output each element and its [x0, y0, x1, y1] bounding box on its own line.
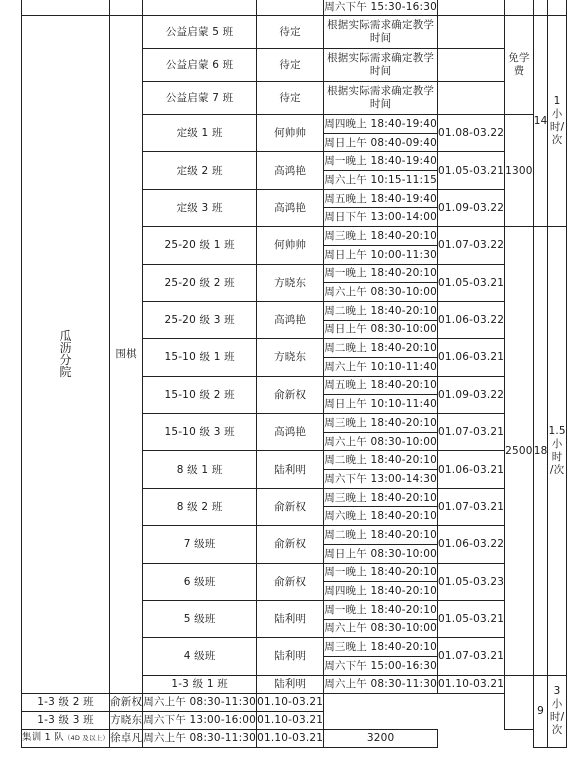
class-time: 周六晚上 18:40-20:10 [324, 507, 438, 526]
class-time: 周二晚上 18:40-20:10 [324, 526, 438, 545]
subject-cell-top [110, 0, 143, 16]
class-time: 周三晚上 18:40-20:10 [324, 227, 438, 246]
class-time: 周六上午 08:30-10:00 [324, 432, 438, 451]
session-duration-line: /次 [549, 463, 565, 476]
branch-name-line: 沥 [59, 341, 72, 356]
duration-cell [548, 0, 566, 16]
teacher-name: 何帅帅 [257, 115, 324, 152]
sessions-cell [533, 0, 548, 16]
class-name: 7 级班 [143, 526, 257, 563]
branch-cell-top [22, 0, 110, 16]
teacher-name: 方晓东 [257, 264, 324, 301]
branch-name-line: 院 [59, 365, 72, 380]
date-range: 01.10-03.21 [257, 711, 324, 729]
class-time-line: 时间 [369, 98, 392, 110]
class-time: 周三晚上 18:40-20:10 [324, 638, 438, 657]
date-range-cell [438, 0, 505, 16]
class-schedule-table [21, 0, 567, 748]
session-duration [548, 675, 566, 747]
date-range: 01.06-03.21 [438, 339, 505, 376]
table-row [22, 693, 567, 711]
class-time [324, 82, 438, 115]
date-range: 01.10-03.21 [438, 675, 505, 693]
class-time [324, 49, 438, 82]
class-time: 周六上午 08:30-11:30 [143, 693, 257, 711]
class-time: 周五晚上 18:40-20:10 [324, 376, 438, 395]
teacher-name: 陆利明 [257, 451, 324, 488]
teacher-name: 高鸿艳 [257, 189, 324, 226]
table-row [22, 0, 567, 16]
table-row [22, 729, 567, 747]
date-range: 01.09-03.22 [438, 376, 505, 413]
session-duration [548, 16, 566, 227]
date-range: 01.05-03.21 [438, 600, 505, 637]
class-time-line: 时间 [369, 65, 392, 77]
date-range: 01.08-03.22 [438, 115, 505, 152]
date-range: 01.06-03.22 [438, 526, 505, 563]
tuition-fee: 1300 [505, 115, 534, 227]
class-time: 周六下午 13:00-16:00 [143, 711, 257, 729]
class-time: 周三晚上 18:40-20:10 [324, 488, 438, 507]
teacher-name: 俞新权 [257, 526, 324, 563]
class-name: 15-10 级 3 班 [143, 414, 257, 451]
class-time-line: 根据实际需求确定教学 [327, 85, 435, 97]
table-row [22, 711, 567, 729]
class-name: 8 级 1 班 [143, 451, 257, 488]
date-range: 01.05-03.21 [438, 152, 505, 189]
class-time: 周六上午 08:30-11:30 [143, 729, 257, 747]
class-name-cell [143, 0, 257, 16]
class-time: 周日上午 08:30-10:00 [324, 320, 438, 339]
class-time: 周六下午 15:00-16:30 [324, 656, 438, 675]
class-time: 周六上午 08:30-10:00 [324, 283, 438, 302]
branch-name-line: 瓜 [59, 329, 72, 344]
class-name: 1-3 级 2 班 [22, 693, 110, 711]
teacher-name: 待定 [257, 16, 324, 49]
date-range: 01.10-03.21 [257, 729, 324, 747]
teacher-cell [257, 0, 324, 16]
tuition-fee: 3200 [324, 729, 438, 747]
session-duration-line: 次 [551, 134, 563, 147]
class-name: 定级 1 班 [143, 115, 257, 152]
class-time: 周六上午 08:30-11:30 [324, 675, 438, 693]
date-range: 01.07-03.21 [438, 414, 505, 451]
date-range [438, 82, 505, 115]
session-duration [548, 227, 566, 676]
class-time: 周日上午 10:00-11:30 [324, 245, 438, 264]
teacher-name: 方晓东 [257, 339, 324, 376]
date-range: 01.06-03.21 [438, 451, 505, 488]
team-level-note: （4D 及以上） [63, 734, 110, 743]
session-duration-line: 小时 [551, 437, 563, 463]
session-count: 9 [533, 675, 548, 747]
tuition-free [505, 16, 534, 115]
session-duration-line: 时/ [549, 711, 565, 724]
date-range: 01.05-03.21 [438, 264, 505, 301]
teacher-name: 高鸿艳 [257, 414, 324, 451]
class-name: 定级 2 班 [143, 152, 257, 189]
date-range: 01.05-03.23 [438, 563, 505, 600]
session-count: 18 [533, 227, 548, 676]
teacher-name: 待定 [257, 49, 324, 82]
class-name: 25-20 级 1 班 [143, 227, 257, 264]
class-time: 周二晚上 18:40-20:10 [324, 451, 438, 470]
session-duration-line: 3 小 [551, 685, 563, 711]
fee-cell [505, 0, 534, 16]
class-time: 周六上午 10:10-11:40 [324, 357, 438, 376]
teacher-name: 俞新权 [257, 563, 324, 600]
teacher-name: 方晓东 [110, 711, 143, 729]
class-time-line: 时间 [369, 32, 392, 44]
date-range: 01.06-03.22 [438, 301, 505, 338]
class-name [22, 729, 110, 747]
branch-name [22, 16, 110, 694]
session-duration-line: 时/ [549, 121, 565, 134]
session-count: 14 [533, 16, 548, 227]
class-time-line: 根据实际需求确定教学 [327, 19, 435, 31]
session-duration-line: 次 [551, 724, 563, 737]
class-name: 25-20 级 3 班 [143, 301, 257, 338]
class-time: 周二晚上 18:40-20:10 [324, 339, 438, 358]
class-name: 定级 3 班 [143, 189, 257, 226]
class-name: 6 级班 [143, 563, 257, 600]
teacher-name: 徐卓凡 [110, 729, 143, 747]
class-time: 周六下午 13:00-14:30 [324, 470, 438, 489]
class-time: 周二晚上 18:40-20:10 [324, 301, 438, 320]
date-range: 01.07-03.21 [438, 638, 505, 675]
teacher-name: 待定 [257, 82, 324, 115]
subject-cell: 围棋 [110, 16, 143, 694]
class-time: 周一晚上 18:40-20:10 [324, 600, 438, 619]
class-time: 周一晚上 18:40-20:10 [324, 563, 438, 582]
class-time [324, 16, 438, 49]
class-time: 周一晚上 18:40-19:40 [324, 152, 438, 171]
teacher-name: 高鸿艳 [257, 152, 324, 189]
session-duration-line: 1.5 [548, 424, 566, 437]
class-time: 周四晚上 18:40-20:10 [324, 582, 438, 601]
class-time: 周四晚上 18:40-19:40 [324, 115, 438, 134]
class-name: 25-20 级 2 班 [143, 264, 257, 301]
class-time: 周日下午 13:00-14:00 [324, 208, 438, 227]
date-range [438, 49, 505, 82]
class-name: 1-3 级 3 班 [22, 711, 110, 729]
class-time: 周一晚上 18:40-20:10 [324, 264, 438, 283]
class-name: 1-3 级 1 班 [143, 675, 257, 693]
class-time: 周五晚上 18:40-19:40 [324, 189, 438, 208]
class-name: 15-10 级 2 班 [143, 376, 257, 413]
class-name: 公益启蒙 5 班 [143, 16, 257, 49]
tuition-fee [505, 675, 534, 729]
teacher-name: 陆利明 [257, 600, 324, 637]
team-name: 集训 1 队 [22, 732, 64, 744]
date-range: 01.10-03.21 [257, 693, 324, 711]
teacher-name: 俞新权 [110, 693, 143, 711]
branch-name-line: 分 [59, 353, 72, 368]
teacher-name: 陆利明 [257, 638, 324, 675]
class-time: 周六上午 10:15-11:15 [324, 171, 438, 190]
tuition-free-line: 费 [513, 65, 525, 77]
teacher-name: 俞新权 [257, 488, 324, 525]
table-row [22, 16, 567, 49]
class-time: 周日上午 08:30-10:00 [324, 544, 438, 563]
class-time: 周日上午 08:40-09:40 [324, 133, 438, 152]
class-time: 周三晚上 18:40-20:10 [324, 414, 438, 433]
tuition-free-line: 免学 [508, 52, 530, 64]
class-time: 周日上午 10:10-11:40 [324, 395, 438, 414]
date-range: 01.07-03.21 [438, 488, 505, 525]
teacher-name: 陆利明 [257, 675, 324, 693]
teacher-name: 高鸿艳 [257, 301, 324, 338]
teacher-name: 何帅帅 [257, 227, 324, 264]
session-duration-line: 1 小 [551, 95, 563, 121]
class-time: 周六下午 15:30-16:30 [324, 0, 438, 16]
class-name: 公益启蒙 7 班 [143, 82, 257, 115]
class-name: 8 级 2 班 [143, 488, 257, 525]
class-time: 周六上午 08:30-10:00 [324, 619, 438, 638]
date-range: 01.07-03.22 [438, 227, 505, 264]
class-name: 4 级班 [143, 638, 257, 675]
teacher-name: 俞新权 [257, 376, 324, 413]
class-name: 公益启蒙 6 班 [143, 49, 257, 82]
class-time-line: 根据实际需求确定教学 [327, 52, 435, 64]
date-range: 01.09-03.22 [438, 189, 505, 226]
class-name: 15-10 级 1 班 [143, 339, 257, 376]
tuition-fee: 2500 [505, 227, 534, 676]
date-range [438, 16, 505, 49]
class-name: 5 级班 [143, 600, 257, 637]
